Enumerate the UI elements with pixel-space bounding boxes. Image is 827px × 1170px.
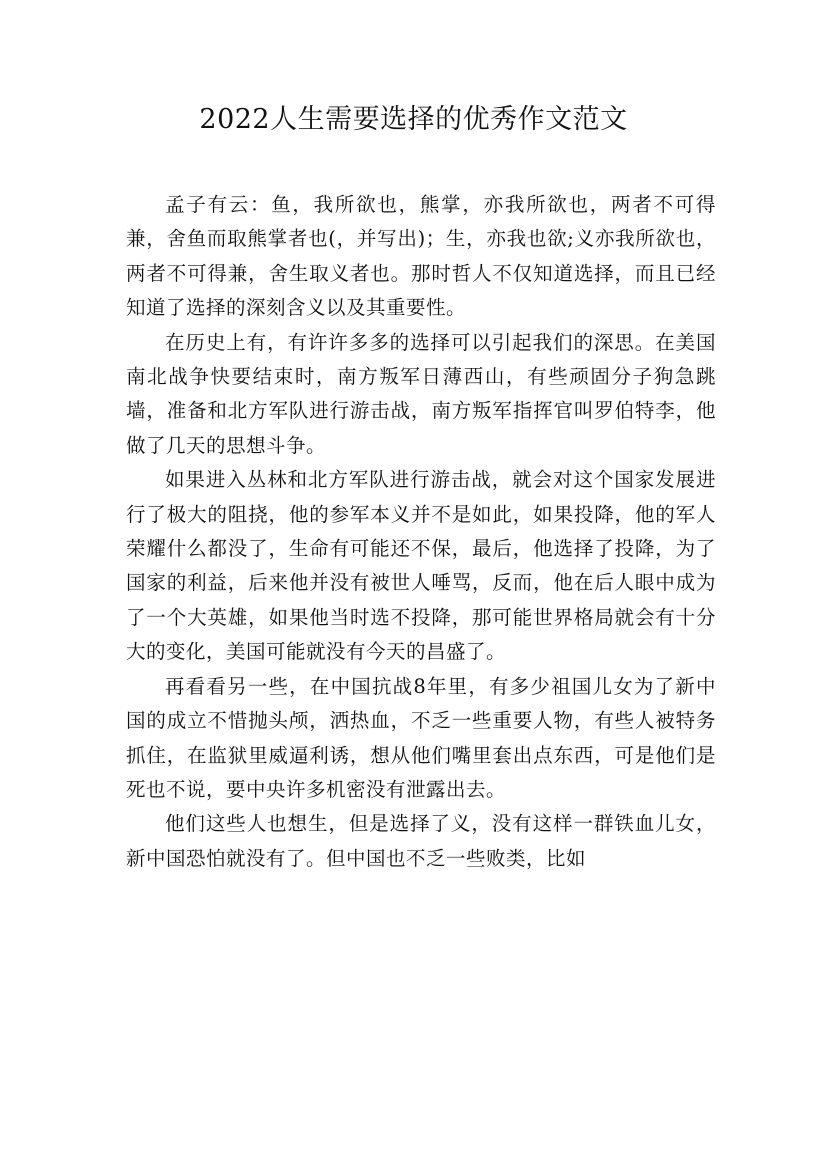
document-body (126, 188, 716, 876)
document-title: 2022人生需要选择的优秀作文范文 (199, 104, 628, 135)
paragraph-5: 他们这些人也想生，但是选择了义，没有这样一群铁血儿女，新中国恐怕就没有了。但中国也不乏一些败类，比如 (126, 812, 716, 870)
paragraph-3: 如果进入丛林和北方军队进行游击战，就会对这个国家发展进行了极大的阻挠，他的参军本义并不是如此，如果投降，他的军人荣耀什么都没了，生命有可能还不保，最后，他选择了投降，为了国家的利益，后来他并没有被世人唾骂，反而，他在后人眼中成为了一个大英雄，如果他当时选不投降，那可能世界格局就会有十分大的变化，美国可能就没有今天的昌盛了。 (126, 468, 716, 664)
paragraph-2: 在历史上有，有许许多多的选择可以引起我们的深思。在美国南北战争快要结束时，南方叛军日薄西山，有些顽固分子狗急跳墙，准备和北方军队进行游击战，南方叛军指挥官叫罗伯特李，他做了几天的思想斗争。 (126, 330, 716, 457)
paragraph-4: 再看看另一些，在中国抗战8年里，有多少祖国儿女为了新中国的成立不惜抛头颅，洒热血，不乏一些重要人物，有些人被特务抓住，在监狱里威逼利诱，想从他们嘴里套出点东西，可是他们是死也不说，要中央许多机密没有泄露出去。 (126, 674, 716, 801)
paragraph-1: 孟子有云：鱼，我所欲也，熊掌，亦我所欲也，两者不可得兼，舍鱼而取熊掌者也(，并写出)；生，亦我也欲;义亦我所欲也，两者不可得兼，舍生取义者也。那时哲人不仅知道选择，而且已经知道了选择的深刻含义以及其重要性。 (126, 193, 716, 320)
